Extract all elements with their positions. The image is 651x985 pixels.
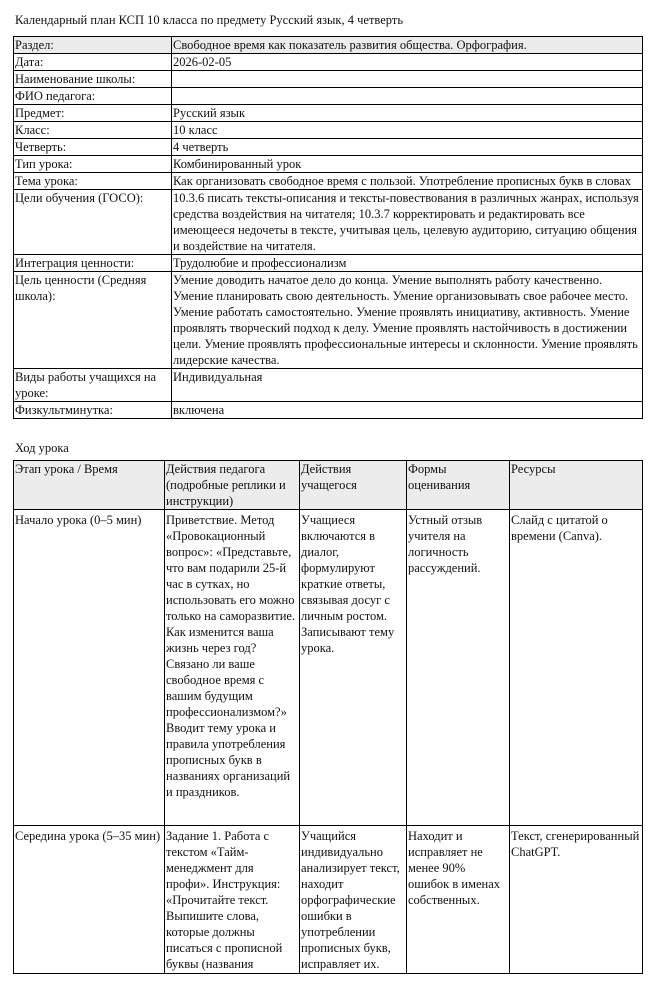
column-header-stage: Этап урока / Время — [14, 461, 165, 510]
column-header-student-actions: Действия учащегося — [300, 461, 407, 510]
info-value: Трудолюбие и профессионализм — [172, 255, 643, 272]
info-label: Тема урока: — [14, 173, 172, 190]
info-label: Раздел: — [14, 37, 172, 54]
info-value: 10 класс — [172, 122, 643, 139]
info-value — [172, 88, 643, 105]
info-label: Наименование школы: — [14, 71, 172, 88]
resources-cell: Слайд с цитатой о времени (Canva). — [510, 510, 643, 826]
assessment-cell: Находит и исправляет не менее 90% ошибок в именах собственных. — [407, 826, 510, 974]
student-actions-cell: Учащиеся включаются в диалог, формулируют краткие ответы, связывая досуг с личным ростом. Записывают тему урока. — [300, 510, 407, 826]
info-label: Цель ценности (Средняя школа): — [14, 272, 172, 369]
lesson-flow-table — [13, 460, 643, 974]
info-label: Предмет: — [14, 105, 172, 122]
info-value: 10.3.6 писать тексты-описания и тексты-повествования в различных жанрах, используя средства воздействия на читателя; 10.3.7 корректировать и редактировать все имеющееся недочеты в тексте, учитывая цель, целевую аудиторию, ситуацию общения и воздействие на читателя. — [172, 190, 643, 255]
info-value: Комбинированный урок — [172, 156, 643, 173]
info-row-quarter — [14, 139, 643, 156]
info-row-school — [14, 71, 643, 88]
info-row-learning-goals — [14, 190, 643, 255]
info-value: Как организовать свободное время с пользой. Употребление прописных букв в словах — [172, 173, 643, 190]
info-row-topic — [14, 173, 643, 190]
info-row-date — [14, 54, 643, 71]
info-label: Класс: — [14, 122, 172, 139]
info-row-lesson-type — [14, 156, 643, 173]
info-row-value-goal — [14, 272, 643, 369]
stage-cell: Середина урока (5–35 мин) — [14, 826, 165, 974]
lesson-flow-heading: Ход урока — [15, 441, 69, 455]
assessment-cell: Устный отзыв учителя на логичность рассуждений. — [407, 510, 510, 826]
info-row-subject — [14, 105, 643, 122]
info-row-exercise-break — [14, 402, 643, 419]
info-label: Тип урока: — [14, 156, 172, 173]
info-value: 4 четверть — [172, 139, 643, 156]
info-label: Интеграция ценности: — [14, 255, 172, 272]
info-value: Русский язык — [172, 105, 643, 122]
info-row-teacher-name — [14, 88, 643, 105]
teacher-actions-cell: Задание 1. Работа с текстом «Тайм-менеджмент для профи». Инструкция: «Прочитайте текст. Выпишите слова, которые должны писаться с прописной буквы (названия — [165, 826, 300, 974]
info-label: Виды работы учащихся на уроке: — [14, 369, 172, 402]
info-value — [172, 71, 643, 88]
lesson-info-table — [13, 36, 643, 419]
table-header-row — [14, 461, 643, 510]
info-label: Физкультминутка: — [14, 402, 172, 419]
info-label: ФИО педагога: — [14, 88, 172, 105]
student-actions-cell: Учащийся индивидуально анализирует текст, находит орфографические ошибки в употреблении прописных букв, исправляет их. — [300, 826, 407, 974]
stage-cell: Начало урока (0–5 мин) — [14, 510, 165, 826]
info-label: Цели обучения (ГОСО): — [14, 190, 172, 255]
info-value: Свободное время как показатель развития общества. Орфография. — [172, 37, 643, 54]
resources-cell: Текст, сгенерированный ChatGPT. — [510, 826, 643, 974]
column-header-resources: Ресурсы — [510, 461, 643, 510]
info-label: Четверть: — [14, 139, 172, 156]
table-row — [14, 826, 643, 974]
info-row-work-types — [14, 369, 643, 402]
info-row-value-integration — [14, 255, 643, 272]
document-title: Календарный план КСП 10 класса по предмету Русский язык, 4 четверть — [15, 13, 404, 27]
info-value: Умение доводить начатое дело до конца. Умение выполнять работу качественно. Умение планировать свою деятельность. Умение организовывать свое рабочее место. Умение работать самостоятельно. Умение проявлять инициативу, активность. Умение проявлять творческий подход к делу. Умение проявлять настойчивость в достижении цели. Умение проявлять профессиональные интересы и склонности. Умение проявлять лидерские качества. — [172, 272, 643, 369]
table-row — [14, 510, 643, 826]
column-header-assessment: Формы оценивания — [407, 461, 510, 510]
column-header-teacher-actions: Действия педагога (подробные реплики и инструкции) — [165, 461, 300, 510]
info-value: Индивидуальная — [172, 369, 643, 402]
info-value: 2026-02-05 — [172, 54, 643, 71]
info-row-grade — [14, 122, 643, 139]
info-label: Дата: — [14, 54, 172, 71]
info-row-section — [14, 37, 643, 54]
info-value: включена — [172, 402, 643, 419]
teacher-actions-cell: Приветствие. Метод «Провокационный вопрос»: «Представьте, что вам подарили 25-й час в сутках, но использовать его можно только на саморазвитие. Как изменится ваша жизнь через год? Связано ли ваше свободное время с вашим будущим профессионализмом?» Вводит тему урока и правила употребления прописных букв в названиях организаций и праздников. — [165, 510, 300, 826]
